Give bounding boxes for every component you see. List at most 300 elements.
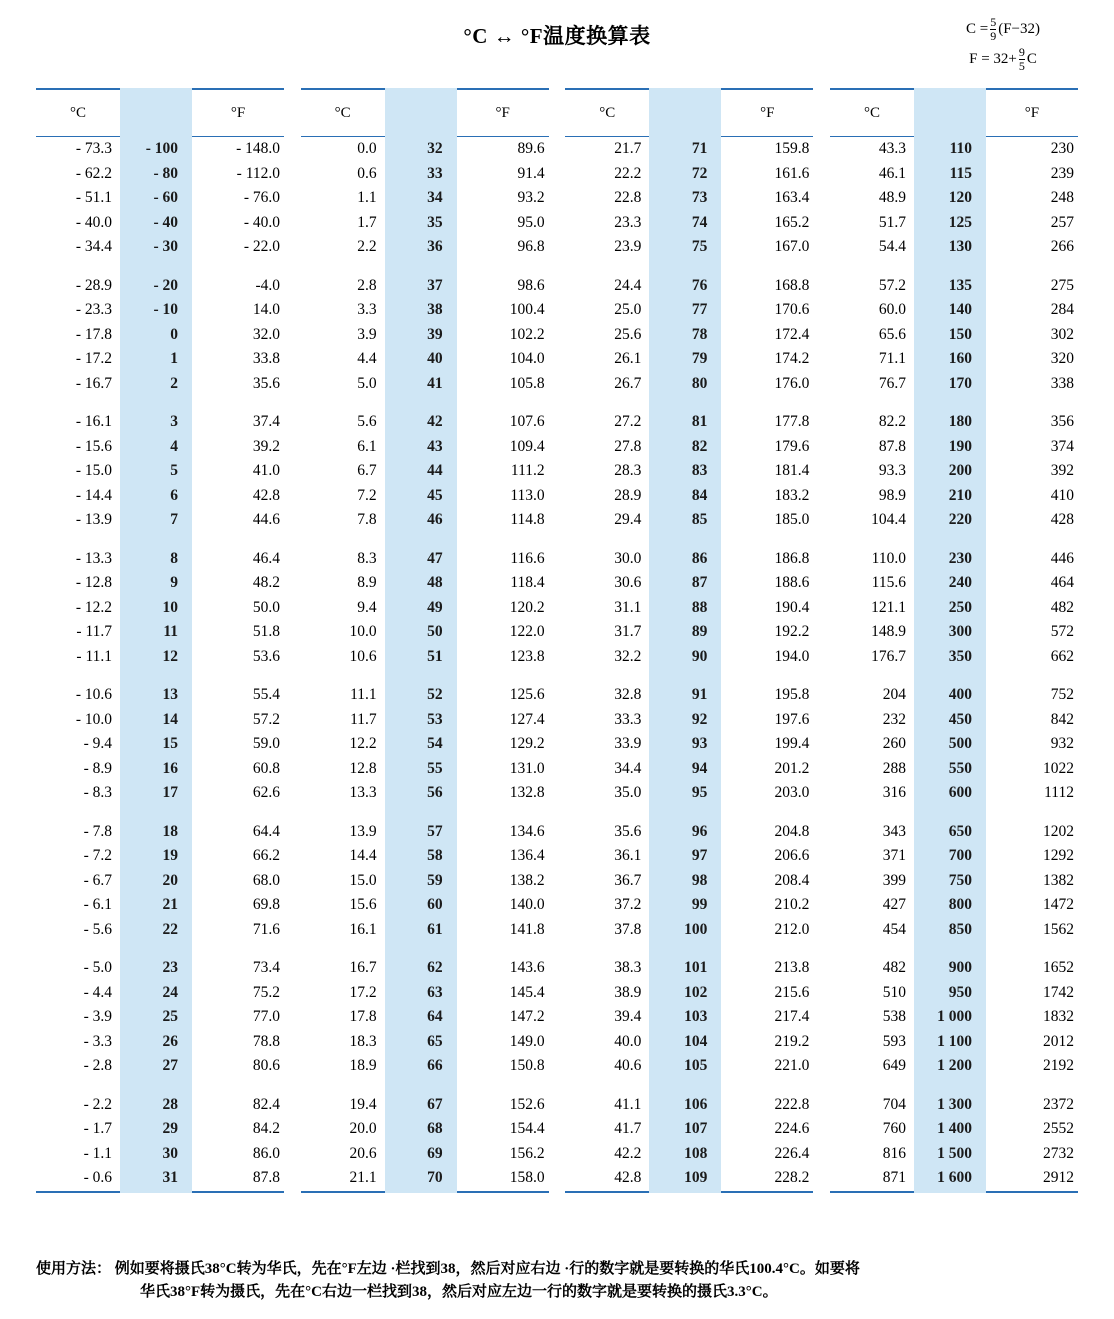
cell-base-value: 98 [691, 871, 708, 889]
cell-base-value: 0 [170, 325, 178, 343]
cell-celsius: 9.4 [357, 598, 377, 616]
cell-celsius: 871 [882, 1169, 906, 1187]
table-row [565, 732, 813, 757]
table-row [830, 211, 1078, 236]
table-row [565, 186, 813, 211]
cell-celsius: 65.6 [878, 325, 906, 343]
table-row [36, 1142, 284, 1167]
cell-base-value: 43 [427, 437, 443, 455]
cell-celsius: 288 [882, 759, 906, 777]
cell-base-value: 53 [427, 710, 443, 728]
table-row [565, 1030, 813, 1055]
table-row [565, 757, 813, 782]
cell-fahrenheit: 84.2 [252, 1120, 280, 1138]
table-row [36, 459, 284, 484]
cell-celsius: 32.2 [614, 647, 642, 665]
cell-base-value: 90 [691, 647, 708, 665]
cell-celsius: 482 [882, 959, 906, 977]
cell-fahrenheit: 2372 [1042, 1095, 1074, 1113]
table-row [830, 1142, 1078, 1167]
cell-base-value: 78 [691, 325, 708, 343]
cell-base-value: - 10 [153, 301, 178, 319]
cell-celsius: 33.3 [614, 710, 642, 728]
cell-base-value: 46 [427, 511, 443, 529]
cell-celsius: - 2.2 [83, 1095, 112, 1113]
formula-fahrenheit [928, 44, 1078, 74]
cell-fahrenheit: 2012 [1042, 1032, 1074, 1050]
formula-celsius [928, 14, 1078, 44]
cell-celsius: - 10.6 [75, 686, 112, 704]
cell-base-value: 105 [684, 1057, 708, 1075]
table-row [830, 893, 1078, 918]
cell-base-value: 200 [948, 462, 972, 480]
cell-fahrenheit: 80.6 [252, 1057, 280, 1075]
table-row [36, 781, 284, 806]
cell-base-value: 76 [691, 276, 708, 294]
cell-fahrenheit: 69.8 [252, 896, 280, 914]
table-row [36, 1093, 284, 1118]
cell-base-value: 18 [162, 822, 178, 840]
cell-celsius: 7.8 [357, 511, 377, 529]
cell-fahrenheit: 39.2 [252, 437, 280, 455]
cell-fahrenheit: 221.0 [774, 1057, 810, 1075]
cell-fahrenheit: 1562 [1042, 920, 1074, 938]
cell-celsius: 26.7 [614, 374, 642, 392]
table-row [301, 508, 549, 533]
cell-fahrenheit: 201.2 [774, 759, 810, 777]
table-row [830, 323, 1078, 348]
cell-base-value: 1 300 [937, 1095, 972, 1113]
table-row [301, 298, 549, 323]
cell-fahrenheit: 168.8 [774, 276, 810, 294]
cell-celsius: - 13.3 [75, 549, 112, 567]
cell-fahrenheit: 77.0 [252, 1008, 280, 1026]
cell-celsius: 32.8 [614, 686, 642, 704]
cell-fahrenheit: 60.8 [252, 759, 280, 777]
table-row [565, 1054, 813, 1079]
cell-base-value: 230 [948, 549, 972, 567]
cell-base-value: 34 [427, 189, 443, 207]
cell-celsius: 343 [882, 822, 906, 840]
cell-fahrenheit: 105.8 [509, 374, 545, 392]
table-row [565, 1093, 813, 1118]
table-row [301, 1142, 549, 1167]
cell-base-value: 550 [948, 759, 972, 777]
cell-base-value: 57 [427, 822, 443, 840]
cell-celsius: 20.6 [349, 1144, 377, 1162]
table-row [36, 235, 284, 260]
cell-celsius: - 23.3 [75, 301, 112, 319]
cell-fahrenheit: 302 [1050, 325, 1074, 343]
cell-base-value: - 40 [153, 213, 178, 231]
cell-base-value: 94 [691, 759, 708, 777]
table-row [830, 1005, 1078, 1030]
cell-base-value: 24 [162, 983, 178, 1001]
cell-fahrenheit: 104.0 [509, 350, 545, 368]
cell-fahrenheit: 86.0 [252, 1144, 280, 1162]
cell-base-value: 25 [162, 1008, 178, 1026]
cell-fahrenheit: 266 [1050, 238, 1074, 256]
cell-fahrenheit: 59.0 [252, 735, 280, 753]
table-row [830, 162, 1078, 187]
cell-fahrenheit: 55.4 [252, 686, 280, 704]
table-row [830, 708, 1078, 733]
table-row [565, 1005, 813, 1030]
table-group [36, 88, 284, 1193]
table-row [36, 571, 284, 596]
cell-base-value: 35 [427, 213, 443, 231]
cell-base-value: 106 [684, 1095, 708, 1113]
table-row [830, 1166, 1078, 1191]
cell-base-value: 84 [691, 486, 708, 504]
cell-base-value: 30 [162, 1144, 178, 1162]
table-row [565, 956, 813, 981]
cell-celsius: 54.4 [878, 238, 906, 256]
cell-base-value: 92 [691, 710, 708, 728]
cell-celsius: 13.9 [349, 822, 377, 840]
table-row [830, 1117, 1078, 1142]
cell-fahrenheit: 161.6 [774, 164, 810, 182]
cell-base-value: 800 [948, 896, 972, 914]
table-body [565, 137, 813, 1191]
cell-celsius: - 5.0 [83, 959, 112, 977]
table-row [565, 918, 813, 943]
cell-fahrenheit: 203.0 [774, 784, 810, 802]
cell-fahrenheit: 163.4 [774, 189, 810, 207]
table-row [301, 372, 549, 397]
cell-base-value: 44 [427, 462, 443, 480]
cell-celsius: - 8.3 [83, 784, 112, 802]
table-row [301, 162, 549, 187]
cell-fahrenheit: 143.6 [509, 959, 545, 977]
cell-celsius: 538 [882, 1008, 906, 1026]
cell-base-value: 97 [691, 847, 708, 865]
cell-base-value: 110 [949, 140, 972, 158]
cell-fahrenheit: 111.2 [510, 462, 545, 480]
cell-celsius: 5.6 [357, 413, 377, 431]
header-fahrenheit: °F [230, 104, 246, 121]
cell-celsius: 93.3 [878, 462, 906, 480]
table-row [301, 1030, 549, 1055]
table-row [830, 956, 1078, 981]
usage-note [36, 1258, 1078, 1305]
cell-celsius: 21.7 [614, 140, 642, 158]
cell-fahrenheit: 75.2 [252, 983, 280, 1001]
cell-fahrenheit: 179.6 [774, 437, 810, 455]
cell-base-value: 950 [948, 983, 972, 1001]
table-row [830, 347, 1078, 372]
table-row [565, 620, 813, 645]
cell-base-value: - 80 [153, 164, 178, 182]
formula-celsius-suffix: (F−32) [998, 20, 1040, 37]
cell-fahrenheit: 188.6 [774, 574, 810, 592]
cell-celsius: - 7.2 [83, 847, 112, 865]
cell-fahrenheit: 62.6 [252, 784, 280, 802]
table-row [36, 1166, 284, 1191]
table-row [36, 547, 284, 572]
cell-celsius: - 12.8 [75, 574, 112, 592]
cell-base-value: 41 [427, 374, 443, 392]
cell-base-value: 82 [691, 437, 708, 455]
cell-base-value: 66 [427, 1057, 443, 1075]
header-celsius: °C [334, 104, 351, 121]
table-row [301, 620, 549, 645]
cell-base-value: 850 [948, 920, 972, 938]
table-row [565, 410, 813, 435]
table-row [36, 323, 284, 348]
cell-celsius: - 73.3 [75, 140, 112, 158]
table-row [301, 596, 549, 621]
cell-celsius: - 12.2 [75, 598, 112, 616]
cell-base-value: 220 [948, 511, 972, 529]
cell-base-value: 2 [170, 374, 178, 392]
cell-base-value: 55 [427, 759, 443, 777]
cell-fahrenheit: 215.6 [774, 983, 810, 1001]
table-row [565, 781, 813, 806]
cell-base-value: 16 [162, 759, 178, 777]
cell-fahrenheit: 204.8 [774, 822, 810, 840]
cell-celsius: - 1.7 [83, 1120, 112, 1138]
cell-celsius: 11.1 [350, 686, 377, 704]
cell-fahrenheit: 464 [1050, 574, 1074, 592]
cell-base-value: 32 [427, 140, 443, 158]
cell-fahrenheit: 572 [1050, 623, 1074, 641]
cell-fahrenheit: - 112.0 [236, 164, 280, 182]
cell-fahrenheit: 71.6 [252, 920, 280, 938]
cell-fahrenheit: 174.2 [774, 350, 810, 368]
table-row [565, 820, 813, 845]
table-row [565, 484, 813, 509]
cell-fahrenheit: 446 [1050, 549, 1074, 567]
cell-base-value: 125 [948, 213, 972, 231]
cell-fahrenheit: 127.4 [509, 710, 545, 728]
table-row [301, 484, 549, 509]
cell-celsius: 12.8 [349, 759, 377, 777]
cell-base-value: 64 [427, 1008, 443, 1026]
cell-celsius: 760 [882, 1120, 906, 1138]
cell-celsius: 12.2 [349, 735, 377, 753]
table-row [830, 683, 1078, 708]
cell-celsius: 399 [882, 871, 906, 889]
cell-fahrenheit: 217.4 [774, 1008, 810, 1026]
cell-celsius: 48.9 [878, 189, 906, 207]
table-body [301, 137, 549, 1191]
table-row [565, 981, 813, 1006]
cell-celsius: 25.0 [614, 301, 642, 319]
cell-fahrenheit: 73.4 [252, 959, 280, 977]
cell-fahrenheit: 51.8 [252, 623, 280, 641]
cell-base-value: 87 [691, 574, 708, 592]
cell-base-value: 74 [691, 213, 708, 231]
cell-base-value: 36 [427, 238, 443, 256]
cell-fahrenheit: 167.0 [774, 238, 810, 256]
cell-celsius: 427 [882, 896, 906, 914]
table-row [36, 1117, 284, 1142]
table-row [830, 596, 1078, 621]
cell-celsius: 31.1 [614, 598, 642, 616]
table-group [565, 88, 813, 1193]
cell-fahrenheit: 95.0 [517, 213, 545, 231]
cell-base-value: 115 [949, 164, 972, 182]
cell-celsius: 15.0 [349, 871, 377, 889]
cell-fahrenheit: 2192 [1042, 1057, 1074, 1075]
cell-fahrenheit: 120.2 [509, 598, 545, 616]
cell-fahrenheit: 1202 [1042, 822, 1074, 840]
cell-fahrenheit: 159.8 [774, 140, 810, 158]
cell-celsius: 204 [882, 686, 906, 704]
cell-base-value: 600 [948, 784, 972, 802]
cell-base-value: 135 [948, 276, 972, 294]
cell-base-value: 79 [691, 350, 708, 368]
table-row [301, 732, 549, 757]
formula-fahrenheit-fraction [1019, 46, 1025, 72]
cell-fahrenheit: 275 [1050, 276, 1074, 294]
cell-celsius: 27.8 [614, 437, 642, 455]
cell-fahrenheit: - 22.0 [243, 238, 280, 256]
cell-base-value: 103 [684, 1008, 708, 1026]
cell-fahrenheit: 197.6 [774, 710, 810, 728]
cell-celsius: 40.6 [614, 1057, 642, 1075]
table-row [565, 162, 813, 187]
table-row [565, 893, 813, 918]
cell-fahrenheit: 185.0 [774, 511, 810, 529]
cell-celsius: 11.7 [350, 710, 377, 728]
table-row [36, 981, 284, 1006]
table-row [36, 596, 284, 621]
table-row [830, 435, 1078, 460]
cell-celsius: 82.2 [878, 413, 906, 431]
cell-fahrenheit: 212.0 [774, 920, 810, 938]
cell-fahrenheit: 42.8 [252, 486, 280, 504]
cell-base-value: 89 [691, 623, 708, 641]
cell-fahrenheit: 44.6 [252, 511, 280, 529]
formula-fahrenheit-suffix: C [1026, 50, 1037, 67]
cell-fahrenheit: -4.0 [255, 276, 280, 294]
table-row [830, 1054, 1078, 1079]
cell-fahrenheit: 932 [1050, 735, 1074, 753]
table-row [830, 918, 1078, 943]
cell-base-value: 56 [427, 784, 443, 802]
cell-celsius: 37.2 [614, 896, 642, 914]
cell-fahrenheit: 1742 [1042, 983, 1074, 1001]
table-row [565, 508, 813, 533]
table-row [830, 372, 1078, 397]
cell-celsius: - 16.7 [75, 374, 112, 392]
cell-celsius: 104.4 [871, 511, 906, 529]
cell-fahrenheit: 206.6 [774, 847, 810, 865]
cell-celsius: 71.1 [878, 350, 906, 368]
table-row [36, 1005, 284, 1030]
cell-base-value: 28 [162, 1095, 178, 1113]
cell-fahrenheit: 41.0 [252, 462, 280, 480]
cell-fahrenheit: 219.2 [774, 1032, 810, 1050]
cell-fahrenheit: - 76.0 [243, 189, 280, 207]
cell-celsius: 60.0 [878, 301, 906, 319]
table-row [565, 274, 813, 299]
table-row [301, 844, 549, 869]
table-row [830, 781, 1078, 806]
table-row [36, 1054, 284, 1079]
cell-fahrenheit: 230 [1050, 140, 1074, 158]
cell-base-value: 8 [170, 549, 178, 567]
cell-celsius: 6.1 [357, 437, 377, 455]
table-row [565, 547, 813, 572]
cell-fahrenheit: 224.6 [774, 1120, 810, 1138]
cell-fahrenheit: 410 [1050, 486, 1074, 504]
cell-base-value: 67 [427, 1095, 443, 1113]
cell-fahrenheit: 134.6 [509, 822, 545, 840]
cell-fahrenheit: 320 [1050, 350, 1074, 368]
cell-base-value: 4 [170, 437, 178, 455]
cell-fahrenheit: 33.8 [252, 350, 280, 368]
cell-base-value: 95 [691, 784, 708, 802]
table-row [301, 781, 549, 806]
table-row [830, 1093, 1078, 1118]
table-row [830, 235, 1078, 260]
table-row [830, 459, 1078, 484]
table-row [301, 1166, 549, 1191]
cell-celsius: 36.1 [614, 847, 642, 865]
cell-fahrenheit: 1022 [1042, 759, 1074, 777]
table-row [830, 981, 1078, 1006]
cell-celsius: 20.0 [349, 1120, 377, 1138]
cell-fahrenheit: 156.2 [509, 1144, 545, 1162]
table-body [830, 137, 1078, 1191]
cell-celsius: - 6.7 [83, 871, 112, 889]
cell-fahrenheit: 138.2 [509, 871, 545, 889]
cell-celsius: 115.6 [871, 574, 906, 592]
cell-fahrenheit: 752 [1050, 686, 1074, 704]
cell-base-value: 85 [691, 511, 708, 529]
table-row [565, 298, 813, 323]
cell-celsius: - 17.2 [75, 350, 112, 368]
cell-celsius: 121.1 [871, 598, 906, 616]
cell-base-value: 93 [691, 735, 708, 753]
cell-celsius: 18.3 [349, 1032, 377, 1050]
cell-base-value: 33 [427, 164, 443, 182]
cell-celsius: 16.1 [349, 920, 377, 938]
table-row [565, 235, 813, 260]
table-row [36, 137, 284, 162]
cell-base-value: 70 [427, 1169, 443, 1187]
cell-celsius: 30.0 [614, 549, 642, 567]
cell-fahrenheit: 239 [1050, 164, 1074, 182]
cell-fahrenheit: 57.2 [252, 710, 280, 728]
cell-celsius: 87.8 [878, 437, 906, 455]
table-row [565, 372, 813, 397]
cell-base-value: 27 [162, 1057, 178, 1075]
cell-fahrenheit: 100.4 [509, 301, 545, 319]
cell-celsius: - 6.1 [83, 896, 112, 914]
cell-base-value: 6 [170, 486, 178, 504]
cell-base-value: 1 600 [937, 1169, 972, 1187]
cell-fahrenheit: 177.8 [774, 413, 810, 431]
cell-celsius: 37.8 [614, 920, 642, 938]
cell-celsius: 27.2 [614, 413, 642, 431]
cell-celsius: 26.1 [614, 350, 642, 368]
table-row [301, 547, 549, 572]
cell-base-value: 42 [427, 413, 443, 431]
cell-fahrenheit: 114.8 [510, 511, 545, 529]
cell-fahrenheit: 66.2 [252, 847, 280, 865]
cell-celsius: 260 [882, 735, 906, 753]
table-row [565, 1117, 813, 1142]
cell-celsius: 36.7 [614, 871, 642, 889]
cell-base-value: 750 [948, 871, 972, 889]
cell-fahrenheit: 374 [1050, 437, 1074, 455]
cell-celsius: 57.2 [878, 276, 906, 294]
cell-fahrenheit: 356 [1050, 413, 1074, 431]
